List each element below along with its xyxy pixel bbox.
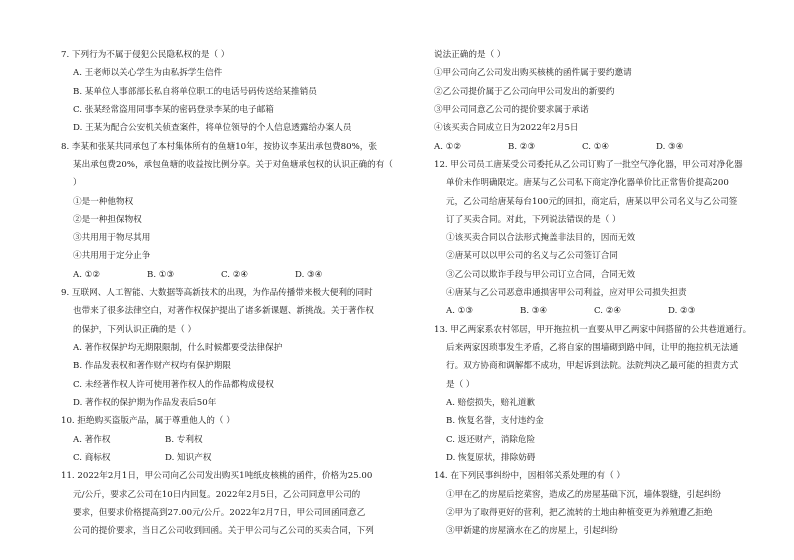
question-7-option-d: D. 王某为配合公安机关侦查案件，将单位领导的个人信息透露给办案人员 bbox=[73, 123, 352, 133]
question-10-option-d: D. 知识产权 bbox=[165, 453, 212, 463]
question-11-item-2: ②乙公司提价属于乙公司向甲公司发出的新要约 bbox=[434, 87, 615, 97]
question-12-item-1: ①该买卖合同以合法形式掩盖非法目的，因而无效 bbox=[446, 233, 636, 243]
question-9-line-3: 的保护，下列认识正确的是（ ） bbox=[73, 325, 197, 335]
question-13-option-a: A. 赔偿损失，赔礼道歉 bbox=[446, 398, 536, 408]
question-14-item-3: ③甲新建的房屋滴水在乙的房屋上，引起纠纷 bbox=[446, 526, 618, 536]
question-11-item-3: ③甲公司同意乙公司的提价要求属于承诺 bbox=[434, 105, 589, 115]
question-12-item-3: ③乙公司以欺诈手段与甲公司订立合同，合同无效 bbox=[446, 270, 636, 280]
question-8-option-b: B. ①③ bbox=[147, 270, 175, 280]
question-12-options bbox=[446, 307, 695, 316]
question-11-option-d: D. ③④ bbox=[656, 142, 684, 152]
question-11-line-1: 11. 2022年2月1日，甲公司向乙公司发出购买1吨纸皮核桃的函件，价格为25.00 bbox=[61, 471, 373, 481]
question-12-line-4: 订了买卖合同。对此，下列说法错误的是（ ） bbox=[446, 215, 621, 225]
question-11-line-2: 元/公斤，要求乙公司在10日内回复。2022年2月5日，乙公司同意甲公司的 bbox=[73, 490, 361, 500]
question-8-line-3: ） bbox=[73, 178, 82, 188]
question-14-item-1: ①甲在乙的房屋后挖菜窖，造成乙的房屋基础下沉，墙体裂缝，引起纠纷 bbox=[446, 490, 722, 500]
question-10-stem: 10. 拒绝购买盗版产品，属于尊重他人的（ ） bbox=[61, 416, 235, 426]
question-12-item-4: ④唐某与乙公司恶意串通损害甲公司利益，应对甲公司损失担责 bbox=[446, 288, 687, 298]
question-8-option-c: C. ②④ bbox=[221, 270, 249, 280]
question-12-line-1: 12. 甲公司员工唐某受公司委托从乙公司订购了一批空气净化器，甲公司对净化器 bbox=[434, 160, 743, 170]
question-11-item-1: ①甲公司向乙公司发出购买核桃的函件属于要约邀请 bbox=[434, 68, 632, 78]
question-8-item-4: ④共用用于定分止争 bbox=[73, 251, 151, 261]
question-8-line-1: 8. 李某和张某共同承包了本村集体所有的鱼塘10年，按协议李某出承包费80%，张 bbox=[61, 142, 377, 152]
question-12-line-2: 单价未作明确限定。唐某与乙公司私下商定净化器单价比正常售价提高200 bbox=[446, 178, 729, 188]
question-9-option-d: D. 著作权的保护期为作品发表后50年 bbox=[73, 398, 217, 408]
question-7-option-a: A. 王老师以关心学生为由私拆学生信件 bbox=[73, 68, 223, 78]
question-13-line-1: 13. 甲乙两家系农村邻居，甲开拖拉机一直要从甲乙两家中间搭留的公共巷道通行。 bbox=[434, 325, 752, 335]
question-12-item-2: ②唐某可以以甲公司的名义与乙公司签订合同 bbox=[446, 251, 618, 261]
question-9-option-a: A. 著作权保护均无期限限制，什么时候都要受法律保护 bbox=[73, 343, 283, 353]
question-13-line-4: 是（ ） bbox=[446, 380, 475, 390]
question-9-line-2: 也带来了很多法律空白，对著作权保护提出了诸多新课题、新挑战。关于著作权 bbox=[73, 306, 374, 316]
question-12-line-3: 元，乙公司给唐某每台100元的回扣，商定后，唐某以甲公司名义与乙公司签 bbox=[446, 197, 738, 207]
question-8-item-3: ③共用用于物尽其用 bbox=[73, 233, 151, 243]
question-8-line-2: 某出承包费20%，承包鱼塘的收益按比例分享。关于对鱼塘承包权的认识正确的有（ bbox=[73, 160, 393, 170]
question-7-option-b: B. 某单位人事部部长私自将单位职工的电话号码传送给某推销员 bbox=[73, 87, 317, 97]
question-11-options bbox=[434, 143, 683, 152]
question-11-line-3: 要求，但要求价格提高到27.00元/公斤。2022年2月7日，甲公司回函同意乙 bbox=[73, 508, 366, 518]
question-11-option-b: B. ②③ bbox=[508, 142, 536, 152]
question-10-option-b: B. 专利权 bbox=[165, 435, 203, 445]
question-11-option-a: A. ①② bbox=[434, 142, 462, 152]
question-7-stem: 7. 下列行为不属于侵犯公民隐私权的是（ ） bbox=[61, 50, 230, 60]
question-12-option-b: B. ③④ bbox=[520, 306, 548, 316]
question-12-option-a: A. ①③ bbox=[446, 306, 474, 316]
question-14-stem: 14. 在下列民事纠纷中，因相邻关系处理的有（ ） bbox=[434, 471, 626, 481]
question-8-option-d: D. ③④ bbox=[295, 270, 323, 280]
question-13-option-c: C. 返还财产，消除危险 bbox=[446, 435, 536, 445]
question-8-option-a: A. ①② bbox=[73, 270, 101, 280]
question-8-item-2: ②是一种担保物权 bbox=[73, 215, 142, 225]
question-10-option-c: C. 商标权 bbox=[73, 453, 111, 463]
question-10-options-row-1 bbox=[73, 436, 203, 445]
question-11-line-4: 公司的提价要求，当日乙公司收到回函。关于甲公司与乙公司的买卖合同，下列 bbox=[73, 526, 374, 536]
question-12-option-d: D. ②③ bbox=[668, 306, 696, 316]
question-9-option-b: B. 作品发表权和著作财产权均有保护期限 bbox=[73, 361, 231, 371]
question-13-option-d: D. 恢复原状，排除妨碍 bbox=[446, 453, 536, 463]
question-13-option-b: B. 恢复名誉，支付违约金 bbox=[446, 416, 544, 426]
question-13-line-3: 行。双方协商和调解都不成功，甲起诉到法院。法院判决乙最可能的担责方式 bbox=[446, 361, 739, 371]
question-9-line-1: 9. 互联网、人工智能、大数据等高新技术的出现，为作品传播带来极大便利的同时 bbox=[61, 288, 373, 298]
question-7-option-c: C. 张某经常盗用同事李某的密码登录李某的电子邮箱 bbox=[73, 105, 274, 115]
question-13-line-2: 后来两家因琐事发生矛盾，乙将自家的围墙砌到路中间，让甲的拖拉机无法通 bbox=[446, 343, 739, 353]
question-12-option-c: C. ②④ bbox=[594, 306, 622, 316]
question-11-option-c: C. ①④ bbox=[582, 142, 610, 152]
question-10-options-row-2 bbox=[73, 454, 211, 463]
question-14-item-2: ②甲为了取得更好的营利，把乙流转的土地由种植变更为养殖遭乙拒绝 bbox=[446, 508, 713, 518]
question-10-option-a: A. 著作权 bbox=[73, 435, 111, 445]
question-11-continued: 说法正确的是（ ） bbox=[434, 50, 506, 60]
question-11-item-4: ④该买卖合同成立日为2022年2月5日 bbox=[434, 123, 579, 133]
question-8-options bbox=[73, 271, 322, 280]
question-9-option-c: C. 未经著作权人许可使用著作权人的作品都构成侵权 bbox=[73, 380, 274, 390]
question-8-item-1: ①是一种他物权 bbox=[73, 197, 134, 207]
